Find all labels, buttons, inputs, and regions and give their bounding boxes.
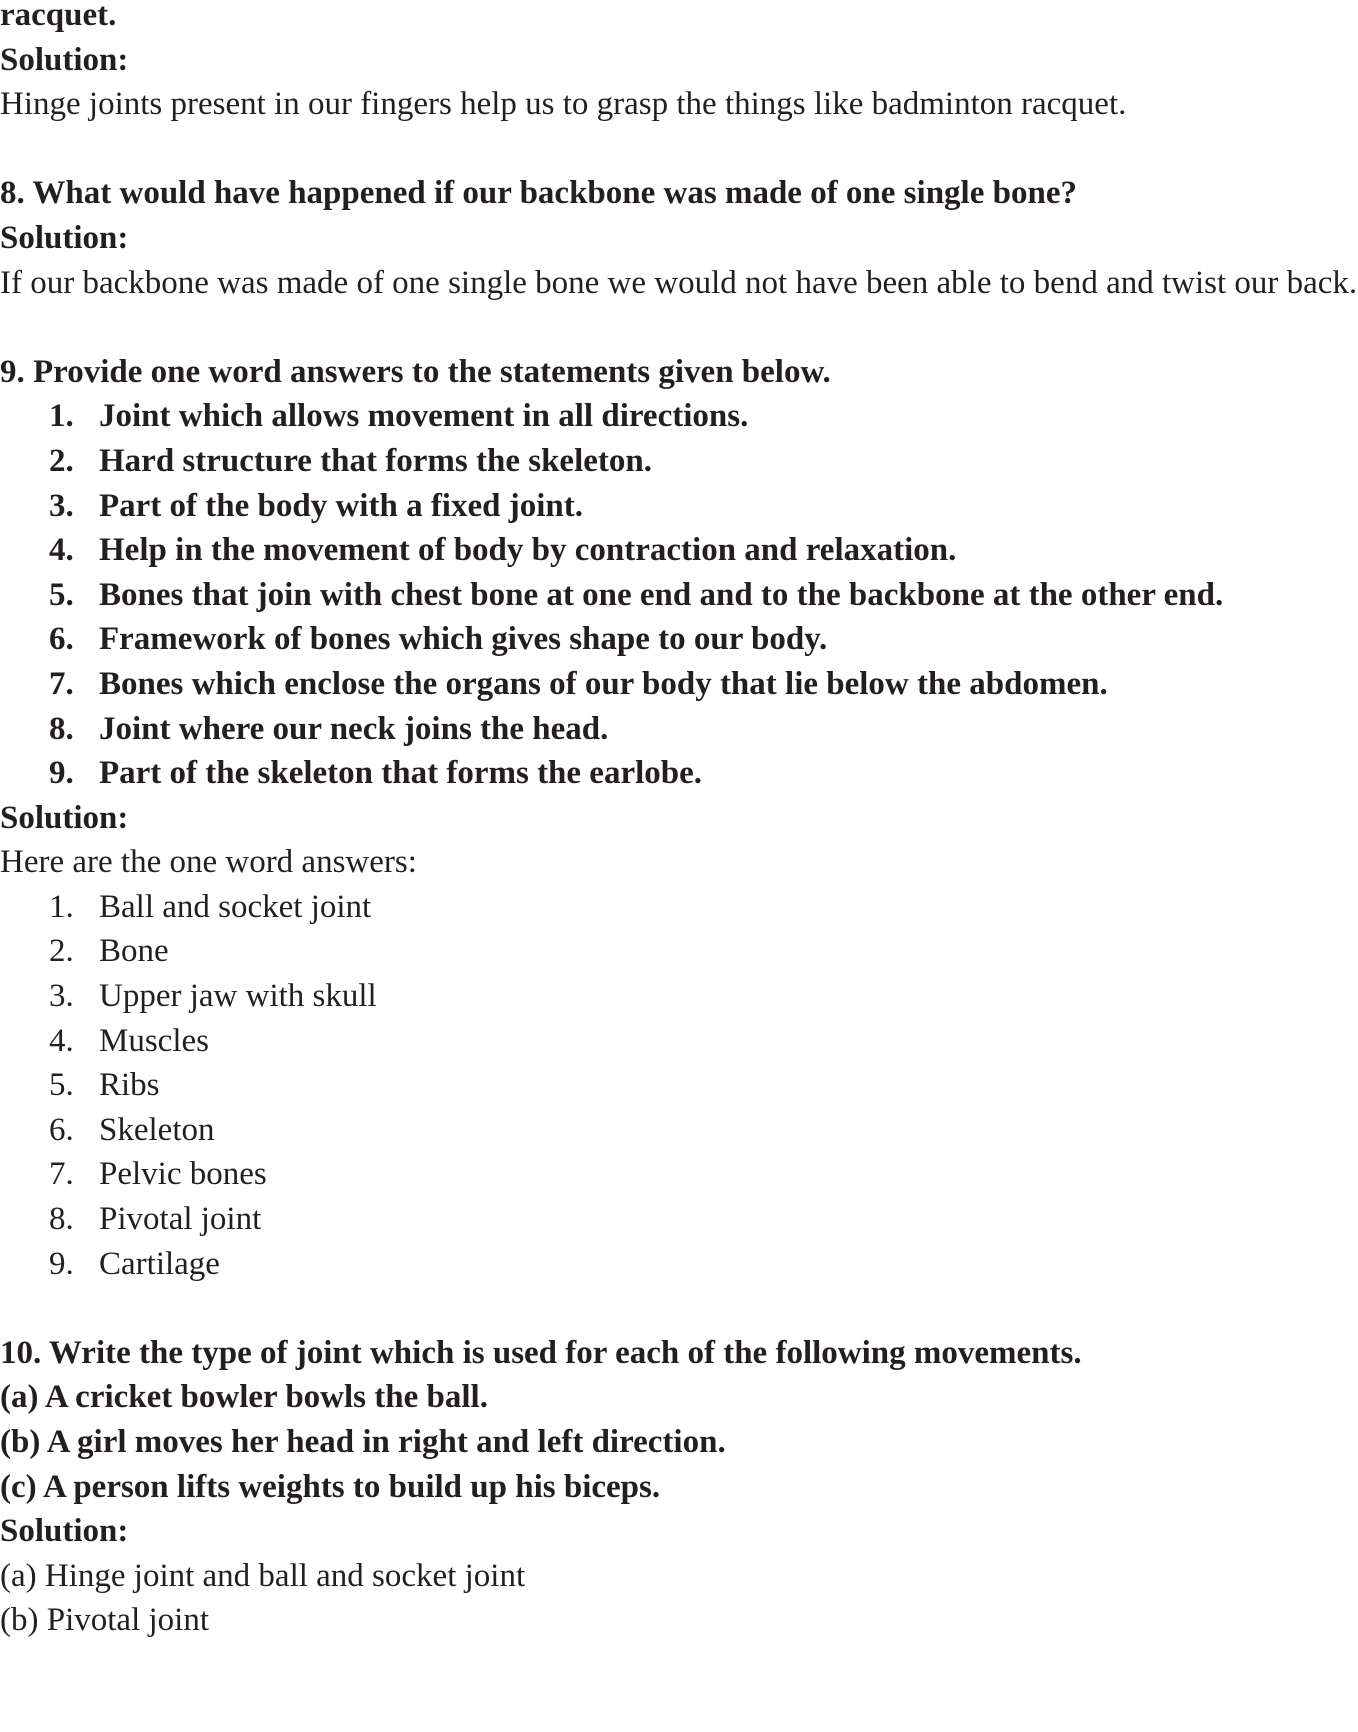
list-number: 5.	[49, 576, 74, 613]
list-number: 4.	[49, 1022, 74, 1059]
q10-question: 10. Write the type of joint which is used for each of the following movements.	[0, 1334, 1082, 1371]
q9-answer	[0, 1152, 1358, 1197]
list-text: Bones that join with chest bone at one end and to the backbone at the other end.	[99, 576, 1224, 613]
list-number: 6.	[49, 621, 74, 658]
q10-answer-a: (a) Hinge joint and ball and socket joint	[0, 1557, 526, 1594]
list-text: Part of the skeleton that forms the earlobe.	[99, 755, 703, 792]
list-number: 8.	[49, 710, 74, 747]
list-number: 4.	[49, 532, 74, 569]
q9-item	[0, 662, 1358, 707]
list-number: 2.	[49, 933, 74, 970]
solution-label: Solution:	[0, 219, 129, 256]
q9-answers	[0, 885, 1358, 1286]
q9-answer	[0, 1063, 1358, 1108]
q9-item	[0, 394, 1358, 439]
list-text: Ball and socket joint	[99, 888, 372, 925]
list-number: 5.	[49, 1067, 74, 1104]
list-text: Part of the body with a fixed joint.	[99, 487, 583, 524]
q9-item	[0, 617, 1358, 662]
q9-answer	[0, 1242, 1358, 1287]
q10-part-b: (b) A girl moves her head in right and left direction.	[0, 1424, 726, 1460]
list-text: Framework of bones which gives shape to our body.	[99, 621, 828, 658]
list-text: Joint where our neck joins the head.	[99, 710, 609, 747]
q9-answer	[0, 885, 1358, 930]
q7-answer: Hinge joints present in our fingers help us to grasp the things like badminton racquet.	[0, 86, 1127, 123]
list-number: 1.	[49, 888, 74, 925]
list-text: Hard structure that forms the skeleton.	[99, 442, 652, 479]
q7-tail: racquet.	[0, 0, 117, 33]
q9-item	[0, 707, 1358, 752]
q9-item	[0, 528, 1358, 573]
list-text: Pivotal joint	[99, 1201, 262, 1238]
q9-item	[0, 573, 1358, 618]
list-text: Skeleton	[99, 1111, 215, 1148]
list-text: Cartilage	[99, 1245, 220, 1282]
solution-label: Solution:	[0, 799, 129, 836]
solution-label: Solution:	[0, 1513, 129, 1550]
list-text: Help in the movement of body by contraction and relaxation.	[99, 532, 957, 569]
list-text: Joint which allows movement in all directions.	[99, 398, 749, 435]
q9-answer	[0, 1019, 1358, 1064]
list-number: 6.	[49, 1111, 74, 1148]
list-number: 7.	[49, 665, 74, 702]
q9-answer	[0, 1108, 1358, 1153]
q9-item	[0, 484, 1358, 529]
list-text: Ribs	[99, 1067, 160, 1104]
q8-question: 8. What would have happened if our backbone was made of one single bone?	[0, 175, 1077, 212]
list-number: 2.	[49, 442, 74, 479]
q9-question: 9. Provide one word answers to the statements given below.	[0, 353, 831, 390]
q9-answer	[0, 1197, 1358, 1242]
q9-intro: Here are the one word answers:	[0, 844, 417, 881]
list-number: 9.	[49, 1245, 74, 1282]
list-number: 8.	[49, 1201, 74, 1238]
list-number: 3.	[49, 487, 74, 524]
q10-part-c: (c) A person lifts weights to build up his biceps.	[0, 1468, 661, 1505]
list-text: Bone	[99, 933, 169, 970]
list-number: 3.	[49, 978, 74, 1015]
q9-item	[0, 751, 1358, 796]
q9-answer	[0, 974, 1358, 1019]
q10-part-a: (a) A cricket bowler bowls the ball.	[0, 1379, 488, 1416]
list-text: Bones which enclose the organs of our body that lie below the abdomen.	[99, 665, 1108, 702]
q8-answer: If our backbone was made of one single bone we would not have been able to bend and twist our back.	[0, 264, 1358, 301]
list-text: Upper jaw with skull	[99, 978, 377, 1015]
solution-label: Solution:	[0, 41, 129, 78]
q9-answer	[0, 929, 1358, 974]
list-text: Pelvic bones	[99, 1156, 267, 1193]
list-text: Muscles	[99, 1022, 209, 1059]
list-number: 7.	[49, 1156, 74, 1193]
list-number: 1.	[49, 398, 74, 435]
q9-items	[0, 394, 1358, 795]
q10-answer-b: (b) Pivotal joint	[0, 1602, 209, 1639]
q9-item	[0, 439, 1358, 484]
list-number: 9.	[49, 755, 74, 792]
